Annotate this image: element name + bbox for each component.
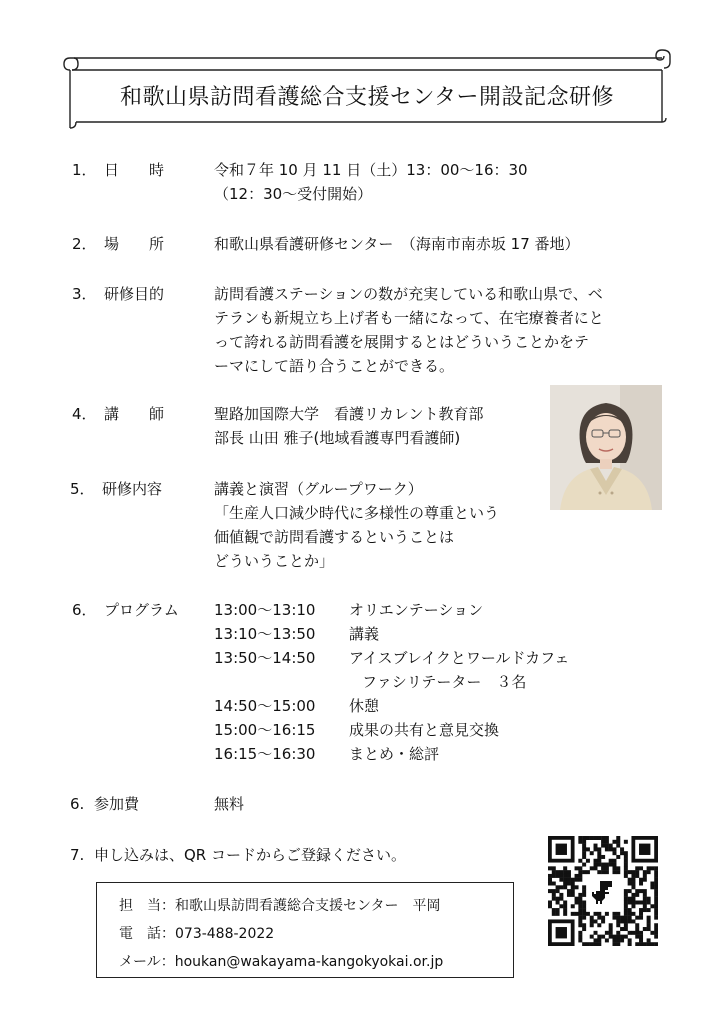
portrait-graphic bbox=[550, 385, 662, 510]
contact-email: メール：houkan@wakayama-kangokyokai.or.jp bbox=[119, 954, 444, 970]
item-number: 6． bbox=[72, 601, 97, 619]
item-label-lecturer: 講 師 bbox=[104, 405, 165, 423]
contact-box bbox=[96, 882, 514, 978]
item-label-location: 場 所 bbox=[104, 235, 165, 253]
page-title: 和歌山県訪問看護総合支援センター開設記念研修 bbox=[119, 85, 615, 110]
item-number: 3． bbox=[72, 285, 97, 303]
item-value-fee: 無料 bbox=[214, 795, 245, 813]
item-value-content: 講義と演習（グループワーク） 「生産人口減少時代に多様性の尊重という 価値観で訪問看護するということは どういうことか」 bbox=[214, 480, 500, 570]
item-value-location: 和歌山県看護研修センター （海南市南赤坂 17 番地） bbox=[214, 235, 580, 253]
item-label-fee: 参加費 bbox=[94, 795, 140, 813]
item-number: 4． bbox=[72, 405, 97, 423]
item-value-datetime: 令和７年 10 月 11 日（土）13：00～16：30 （12：30～受付開始） bbox=[214, 161, 528, 203]
qr-code[interactable] bbox=[548, 836, 658, 946]
item-value-purpose: 訪問看護ステーションの数が充実している和歌山県で、ベ テランも新規立ち上げ者も一緒になって、在宅療養者にと って誇れる訪問看護を展開するとはどういうことかをテ ーマにして語り合うことができる。 bbox=[214, 285, 604, 375]
item-number: 2． bbox=[72, 235, 97, 253]
application-instruction: 申し込みは、QR コードからご登録ください。 bbox=[94, 846, 406, 864]
contact-person: 担 当：和歌山県訪問看護総合支援センター 平岡 bbox=[119, 898, 441, 914]
contact-phone: 電 話：073-488-2022 bbox=[119, 926, 275, 942]
qr-center-logo bbox=[590, 878, 616, 904]
item-value-lecturer: 聖路加国際大学 看護リカレント教育部 部長 山田 雅子(地域看護専門看護師) bbox=[214, 405, 484, 447]
qr-code-graphic[interactable] bbox=[548, 836, 658, 946]
lecturer-photo bbox=[550, 385, 662, 510]
item-number: 1． bbox=[72, 161, 97, 179]
item-number: 6. bbox=[70, 795, 85, 813]
item-label-datetime: 日 時 bbox=[104, 161, 165, 179]
item-label-purpose: 研修目的 bbox=[104, 285, 165, 303]
item-label-content: 研修内容 bbox=[102, 480, 163, 498]
title-banner bbox=[62, 48, 672, 132]
item-label-program: プログラム bbox=[104, 601, 179, 619]
item-number: 5． bbox=[70, 480, 95, 498]
item-number: 7. bbox=[70, 846, 85, 864]
